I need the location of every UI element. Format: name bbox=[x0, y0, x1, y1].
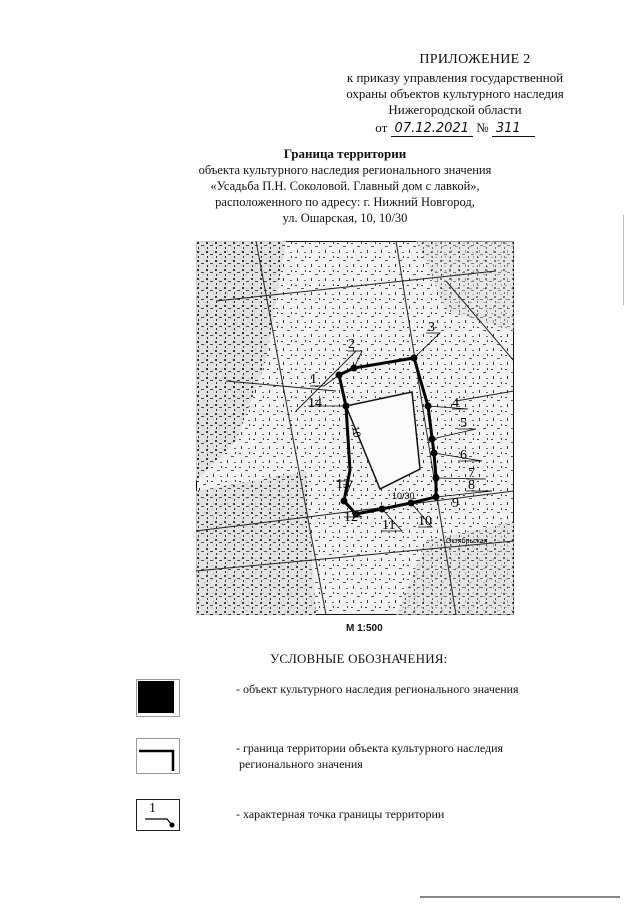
heading-line-3: расположенного по адресу: г. Нижний Новгород, bbox=[215, 195, 475, 209]
order-number: 311 bbox=[492, 121, 535, 137]
point-label-1: 1 bbox=[310, 372, 317, 387]
legend-title: УСЛОВНЫЕ ОБОЗНАЧЕНИЯ: bbox=[270, 651, 448, 666]
point-label-10: 10 bbox=[418, 514, 432, 529]
appendix-line-3: Нижегородской области bbox=[388, 102, 522, 117]
appendix-title: ПРИЛОЖЕНИЕ 2 bbox=[419, 52, 531, 67]
point-label-13: 13 bbox=[336, 477, 350, 492]
point-label-3: 3 bbox=[428, 320, 435, 335]
heading-line-1: объекта культурного наследия регионального значения bbox=[198, 163, 492, 177]
number-prefix: № bbox=[476, 120, 489, 135]
scan-edge-mark bbox=[623, 215, 624, 305]
map-scale: М 1:500 bbox=[346, 623, 383, 634]
heading-line-2: «Усадьба П.Н. Соколовой. Главный дом с лавкой», bbox=[210, 179, 480, 193]
legend-boundary-frame-icon bbox=[136, 738, 180, 774]
date-prefix: от bbox=[375, 120, 388, 135]
heading-title: Граница территории bbox=[283, 146, 407, 161]
legend-item-2-line-1: - граница территории объекта культурного наследия bbox=[236, 741, 504, 755]
order-date-line bbox=[340, 120, 570, 137]
point-label-8: 8 bbox=[468, 478, 475, 493]
point-label-6: 6 bbox=[460, 448, 467, 463]
appendix-line-1: к приказу управления государственной bbox=[346, 70, 564, 85]
appendix-line-2: охраны объектов культурного наследия bbox=[346, 86, 564, 101]
point-label-4: 4 bbox=[452, 396, 459, 411]
cadastral-map bbox=[196, 241, 514, 615]
point-label-2: 2 bbox=[348, 337, 355, 352]
legend-point-number: 1 bbox=[149, 801, 156, 816]
point-label-9: 9 bbox=[452, 496, 459, 511]
document-heading bbox=[150, 146, 540, 226]
legend-item-3-text: - характерная точка границы территории bbox=[236, 807, 445, 821]
house-number-10: 10 bbox=[349, 425, 363, 439]
heading-line-4: ул. Ошарская, 10, 10/30 bbox=[282, 211, 408, 225]
point-label-14: 14 bbox=[308, 396, 322, 411]
point-label-7: 7 bbox=[468, 466, 475, 481]
legend-item-1-text: - объект культурного наследия регионального значения bbox=[236, 682, 519, 696]
legend-item-2-text bbox=[236, 740, 503, 772]
point-label-12: 12 bbox=[344, 510, 358, 525]
legend-filled-rect-icon bbox=[136, 679, 180, 717]
scan-bottom-mark bbox=[420, 896, 620, 898]
legend-item-2-line-2: регионального значения bbox=[239, 757, 363, 771]
point-label-5: 5 bbox=[460, 416, 467, 431]
house-number-10-30: 10/30 bbox=[392, 491, 415, 501]
order-date: 07.12.2021 bbox=[391, 121, 473, 137]
street-label: Октябрьская bbox=[446, 538, 488, 545]
appendix-header bbox=[340, 52, 570, 137]
point-label-11: 11 bbox=[382, 518, 396, 533]
legend-characteristic-point-icon bbox=[136, 799, 180, 831]
